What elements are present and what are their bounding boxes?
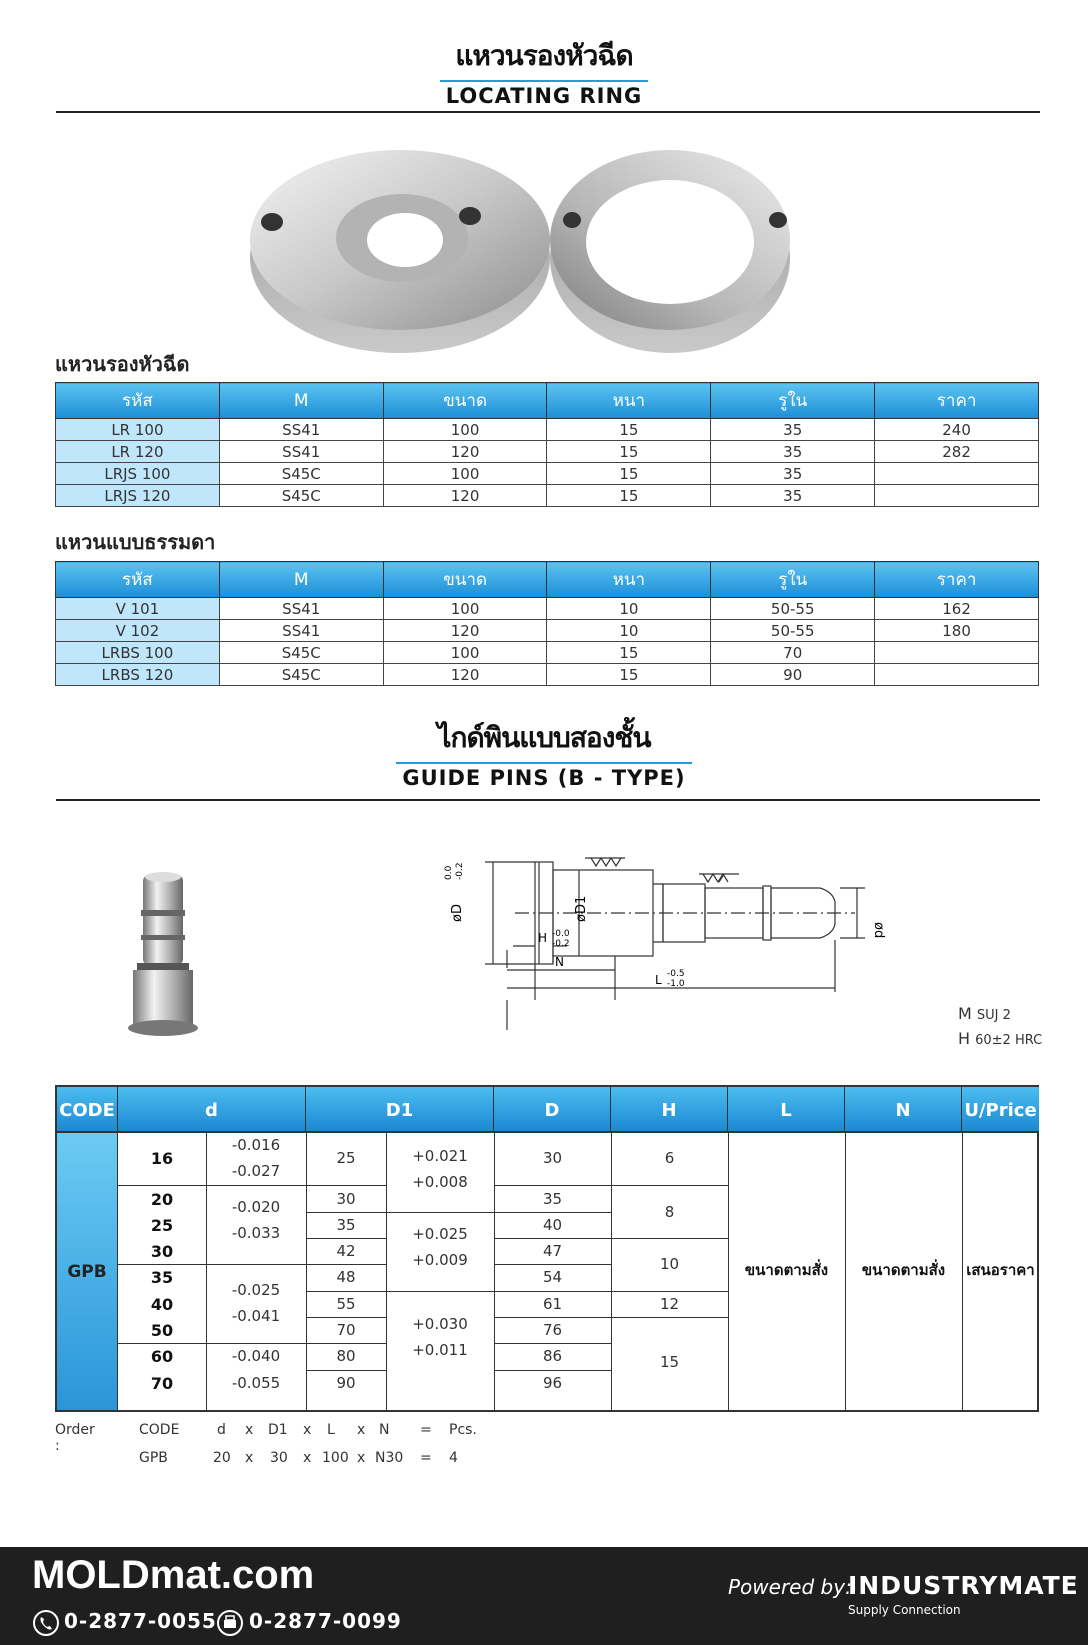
- cell: 120: [383, 485, 547, 507]
- cell: 50-55: [711, 598, 875, 620]
- cell-code-gpb: GPB: [57, 1133, 118, 1410]
- cell: 90: [711, 664, 875, 686]
- label-N: N: [555, 955, 564, 969]
- col-header: ราคา: [875, 383, 1039, 419]
- locating-ring-table: [55, 382, 1039, 507]
- d-value: 35: [150, 1268, 174, 1287]
- cell: 35: [711, 485, 875, 507]
- fax-icon: [216, 1609, 244, 1637]
- cell-price: 240: [875, 419, 1039, 441]
- header-D1: D1: [306, 1087, 494, 1133]
- title-english: GUIDE PINS (B - TYPE): [396, 762, 691, 790]
- col-header: รหัส: [56, 383, 220, 419]
- cell: 120: [383, 620, 547, 642]
- col-header: ขนาด: [383, 562, 547, 598]
- cell-code: LRJS 100: [56, 463, 220, 485]
- D1-value: 48: [336, 1268, 356, 1286]
- table2-heading: แหวนแบบธรรมดา: [55, 530, 216, 554]
- tol-H-top: -0.0: [552, 929, 570, 939]
- order-token: x: [357, 1450, 366, 1466]
- D1-value: 35: [336, 1216, 356, 1234]
- order-token: =: [420, 1450, 432, 1466]
- d-value: 40: [150, 1295, 174, 1314]
- material-m-value: SUJ 2: [976, 1008, 1011, 1023]
- D-value: 61: [542, 1295, 563, 1313]
- d-value: 50: [150, 1321, 174, 1340]
- section-title-locating-ring: [0, 34, 1088, 108]
- cell: 100: [383, 463, 547, 485]
- col-header: หนา: [547, 562, 711, 598]
- table-row: [56, 463, 1039, 485]
- d-value: 70: [150, 1374, 174, 1393]
- cell: 120: [383, 441, 547, 463]
- tol-D-bot: -0.2: [455, 862, 465, 880]
- cell-code: V 102: [56, 620, 220, 642]
- order-token: 100: [322, 1450, 349, 1466]
- D-value: 96: [542, 1374, 563, 1392]
- col-header: ราคา: [875, 562, 1039, 598]
- guide-pin-image: [125, 865, 205, 1045]
- H-value: 15: [659, 1353, 680, 1371]
- cell: 15: [547, 485, 711, 507]
- cell: SS41: [219, 441, 383, 463]
- order-token: 20: [213, 1450, 231, 1466]
- D-value: 35: [542, 1190, 563, 1208]
- order-token: d: [217, 1422, 226, 1438]
- powered-by-label: Powered by:: [728, 1575, 852, 1599]
- N-spec: ขนาดตามสั่ง: [861, 1261, 946, 1279]
- cell: 10: [547, 598, 711, 620]
- order-token: N30: [375, 1450, 404, 1466]
- H-value: 10: [659, 1255, 680, 1273]
- D1-value: 55: [336, 1295, 356, 1313]
- D-value: 30: [542, 1149, 563, 1167]
- cell: 15: [547, 463, 711, 485]
- cell-price: [875, 485, 1039, 507]
- title-english: LOCATING RING: [440, 80, 649, 108]
- phone-number: 0-2877-0055: [64, 1609, 217, 1633]
- cell-price: [875, 664, 1039, 686]
- cell-code: LRBS 120: [56, 664, 220, 686]
- footer: [0, 1547, 1088, 1645]
- title-thai: ไกด์พินแบบสองชั้น: [437, 721, 651, 754]
- gpb-table-header: [55, 1085, 1039, 1131]
- cell-price: 162: [875, 598, 1039, 620]
- D1-value: 42: [336, 1242, 356, 1260]
- header-code: CODE: [57, 1087, 118, 1133]
- order-token: x: [245, 1450, 254, 1466]
- D-value: 40: [542, 1216, 563, 1234]
- table-row: [56, 642, 1039, 664]
- D-value: 86: [542, 1347, 563, 1365]
- phone-icon: [32, 1609, 60, 1637]
- cell: 35: [711, 419, 875, 441]
- cell: 15: [547, 642, 711, 664]
- cell-code: LRBS 100: [56, 642, 220, 664]
- cell: 100: [383, 642, 547, 664]
- table-row: [56, 485, 1039, 507]
- divider: [56, 111, 1040, 113]
- nozzle-ring-image: [250, 150, 550, 353]
- d-value: 60: [150, 1347, 174, 1366]
- d-tol-upper: -0.025: [231, 1281, 281, 1299]
- d-value: 16: [150, 1149, 174, 1168]
- cell-code: LR 120: [56, 441, 220, 463]
- L-spec: ขนาดตามสั่ง: [744, 1261, 829, 1279]
- table-row: [56, 620, 1039, 642]
- tol-L-bot: -1.0: [667, 979, 685, 989]
- label-D: øD: [450, 904, 465, 922]
- material-m-label: M: [958, 1004, 972, 1023]
- header-H: H: [611, 1087, 728, 1133]
- d-tol-lower: -0.055: [231, 1374, 281, 1392]
- table1-heading: แหวนรองหัวฉีด: [55, 352, 190, 376]
- H-value: 12: [659, 1295, 680, 1313]
- cell-code: V 101: [56, 598, 220, 620]
- D1-value: 25: [336, 1149, 356, 1167]
- d-value: 25: [150, 1216, 174, 1235]
- order-token: L: [327, 1422, 335, 1438]
- cell-price: [875, 463, 1039, 485]
- order-token: GPB: [139, 1450, 168, 1466]
- col-header: รูใน: [711, 383, 875, 419]
- cell: 100: [383, 598, 547, 620]
- material-h-value: 60±2 HRC: [975, 1033, 1043, 1048]
- order-token: =: [420, 1422, 432, 1438]
- cell-code: LRJS 120: [56, 485, 220, 507]
- partner-logo-text: INDUSTRYMATE: [848, 1571, 1079, 1600]
- D1-tol-lower: +0.009: [412, 1251, 468, 1269]
- header-D: D: [494, 1087, 611, 1133]
- cell: 10: [547, 620, 711, 642]
- locating-ring-images: [250, 150, 850, 360]
- cell: 100: [383, 419, 547, 441]
- cell: S45C: [219, 485, 383, 507]
- cell: 50-55: [711, 620, 875, 642]
- col-header: M: [219, 383, 383, 419]
- cell: S45C: [219, 642, 383, 664]
- col-header: M: [219, 562, 383, 598]
- D1-value: 80: [336, 1347, 356, 1365]
- col-header: รูใน: [711, 562, 875, 598]
- cell: SS41: [219, 598, 383, 620]
- gpb-table-body: [55, 1131, 1039, 1412]
- table-row: [56, 598, 1039, 620]
- cell-price: 282: [875, 441, 1039, 463]
- cell: SS41: [219, 419, 383, 441]
- col-header: ขนาด: [383, 383, 547, 419]
- tol-L-top: -0.5: [667, 969, 685, 979]
- D1-tol-upper: +0.021: [412, 1147, 468, 1165]
- tol-H-bot: -0.2: [552, 939, 570, 949]
- brand-logo-text: MOLDmat.com: [32, 1553, 315, 1597]
- cell: 35: [711, 441, 875, 463]
- cell: 15: [547, 441, 711, 463]
- order-token: x: [303, 1450, 312, 1466]
- d-tol-lower: -0.041: [231, 1307, 281, 1325]
- D1-value: 90: [336, 1374, 356, 1392]
- partner-tagline: Supply Connection: [848, 1603, 961, 1617]
- D1-value: 30: [336, 1190, 356, 1208]
- label-d: ød: [871, 922, 886, 939]
- col-header: รหัส: [56, 562, 220, 598]
- divider: [56, 799, 1040, 801]
- table-row: [56, 441, 1039, 463]
- order-token: Pcs.: [449, 1422, 477, 1438]
- D-value: 47: [542, 1242, 563, 1260]
- D-value: 54: [542, 1268, 563, 1286]
- table-header-row: [56, 383, 1039, 419]
- cell: 15: [547, 419, 711, 441]
- cell: SS41: [219, 620, 383, 642]
- order-token: x: [357, 1422, 366, 1438]
- tol-D-top: 0.0: [444, 865, 454, 880]
- order-token: x: [245, 1422, 254, 1438]
- plain-ring-table: [55, 561, 1039, 686]
- H-value: 8: [664, 1203, 675, 1221]
- table-row: [56, 664, 1039, 686]
- section-title-guide-pins: [0, 716, 1088, 790]
- header-d: d: [118, 1087, 306, 1133]
- guide-pin-drawing: [444, 840, 895, 1040]
- cell-price: 180: [875, 620, 1039, 642]
- order-label: Order :: [55, 1422, 95, 1454]
- material-spec: [958, 1004, 1043, 1048]
- header-L: L: [728, 1087, 845, 1133]
- cell: S45C: [219, 664, 383, 686]
- price-spec: เสนอราคา: [966, 1261, 1035, 1279]
- D1-tol-lower: +0.011: [412, 1341, 468, 1359]
- cell: 35: [711, 463, 875, 485]
- order-token: 4: [449, 1450, 458, 1466]
- fax-number: 0-2877-0099: [249, 1609, 402, 1633]
- cell: 120: [383, 664, 547, 686]
- D1-value: 70: [336, 1321, 356, 1339]
- cell-code: LR 100: [56, 419, 220, 441]
- D1-tol-upper: +0.025: [412, 1225, 468, 1243]
- cell: 15: [547, 664, 711, 686]
- title-thai: แหวนรองหัวฉีด: [455, 39, 633, 72]
- order-token: N: [379, 1422, 390, 1438]
- d-tol-upper: -0.040: [231, 1347, 281, 1365]
- D-value: 76: [542, 1321, 563, 1339]
- table-header-row: [56, 562, 1039, 598]
- D1-tol-upper: +0.030: [412, 1315, 468, 1333]
- cell: S45C: [219, 463, 383, 485]
- cell-price: [875, 642, 1039, 664]
- label-L: L: [655, 973, 662, 987]
- D1-tol-lower: +0.008: [412, 1173, 468, 1191]
- order-token: CODE: [139, 1422, 180, 1438]
- H-value: 6: [664, 1149, 675, 1167]
- header-N: N: [845, 1087, 962, 1133]
- table-row: [56, 419, 1039, 441]
- label-D1: øD1: [574, 895, 589, 922]
- d-tol-upper: -0.016: [231, 1136, 281, 1154]
- d-tol-upper: -0.020: [231, 1198, 281, 1216]
- order-token: 30: [270, 1450, 288, 1466]
- material-h-label: H: [958, 1029, 971, 1048]
- d-value: 20: [150, 1190, 174, 1209]
- cell: 70: [711, 642, 875, 664]
- order-token: x: [303, 1422, 312, 1438]
- order-token: D1: [268, 1422, 288, 1438]
- col-header: หนา: [547, 383, 711, 419]
- header-price: U/Price: [962, 1087, 1039, 1133]
- label-H: H: [538, 931, 548, 945]
- d-tol-lower: -0.033: [231, 1224, 281, 1242]
- d-tol-lower: -0.027: [231, 1162, 281, 1180]
- plain-ring-image: [550, 150, 790, 353]
- d-value: 30: [150, 1242, 174, 1261]
